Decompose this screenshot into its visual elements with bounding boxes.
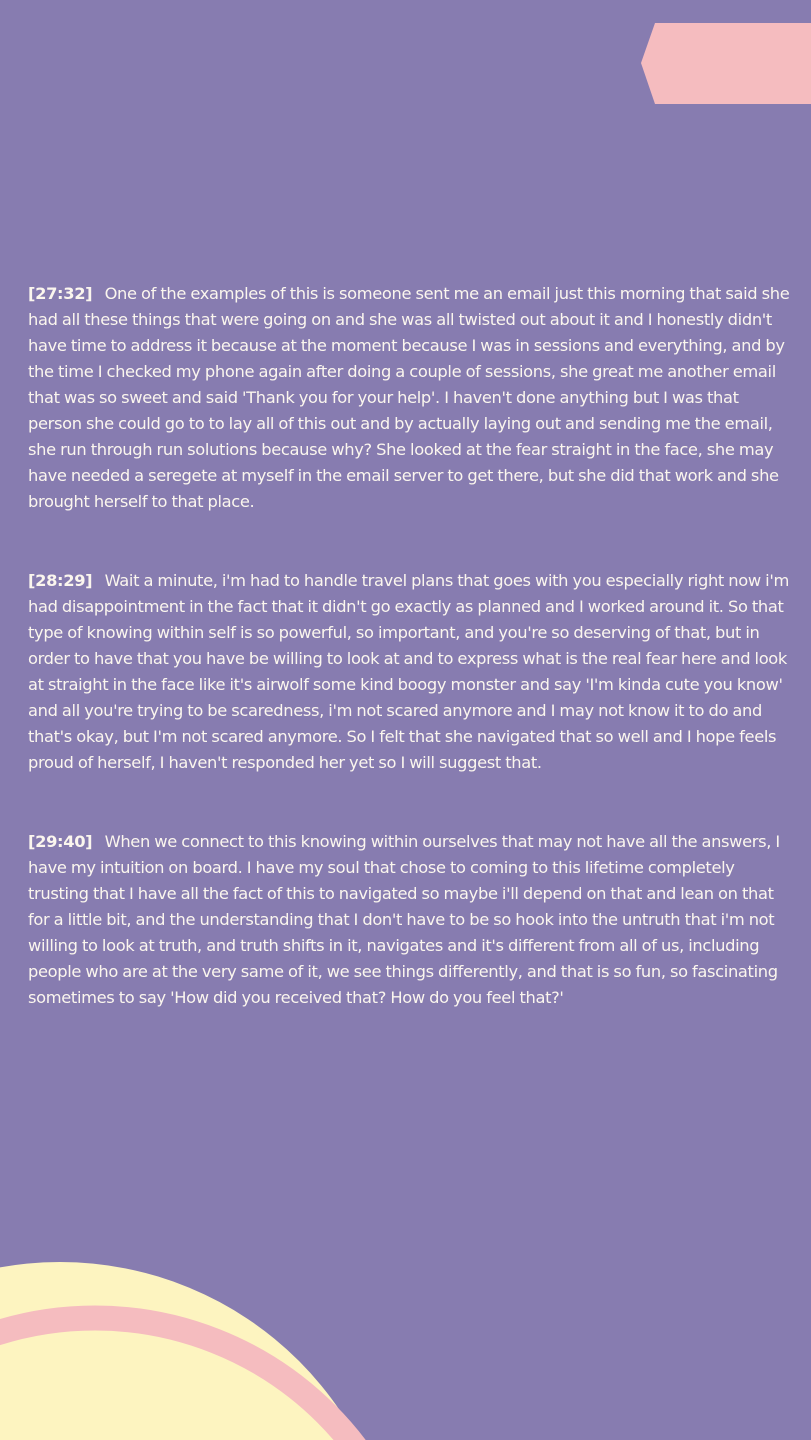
segment-text: One of the examples of this is someone sent me an email just this morning that said she had all these things that were going on and she was all twisted out about it and I honestly didn't have time to address it because at the moment because I was in sessions and everything, and by the time I checked my phone again after doing a couple of sessions, she great me another email that was so sweet and said 'Thank you for your help'. I haven't done anything but I was that person she could go to to lay all of this out and by actually laying out and sending me the email, she run through run solutions because why? She looked at the fear straight in the face, she may have needed a seregete at myself in the email server to get there, but she did that work and she brought herself to that place. (28, 284, 790, 511)
transcript-segment (28, 829, 796, 1011)
timestamp: [29:40] (28, 832, 93, 851)
transcript-segment (28, 281, 796, 515)
timestamp: [27:32] (28, 284, 93, 303)
transcript-segment (28, 568, 796, 776)
top-right-tag-shape (641, 23, 811, 104)
timestamp: [28:29] (28, 571, 93, 590)
transcript (28, 281, 796, 1011)
segment-text: When we connect to this knowing within ourselves that may not have all the answers, I have my intuition on board. I have my soul that chose to coming to this lifetime completely trusting that I have all the fact of this to navigated so maybe i'll depend on that and lean on that for a little bit, and the understanding that I don't have to be so hook into the untruth that i'm not willing to look at truth, and truth shifts in it, navigates and it's different from all of us, including people who are at the very same of it, we see things differently, and that is so fun, so fascinating sometimes to say 'How did you received that? How do you feel that?' (28, 832, 780, 1007)
segment-text: Wait a minute, i'm had to handle travel plans that goes with you especially right now i'm had disappointment in the fact that it didn't go exactly as planned and I worked around it. So that type of knowing within self is so powerful, so important, and you're so deserving of that, but in order to have that you have be willing to look at and to express what is the real fear here and look at straight in the face like it's airwolf some kind boogy monster and say 'I'm kinda cute you know' and all you're trying to be scaredness, i'm not scared anymore and I may not know it to do and that's okay, but I'm not scared anymore. So I felt that she navigated that so well and I hope feels proud of herself, I haven't responded her yet so I will suggest that. (28, 571, 789, 772)
